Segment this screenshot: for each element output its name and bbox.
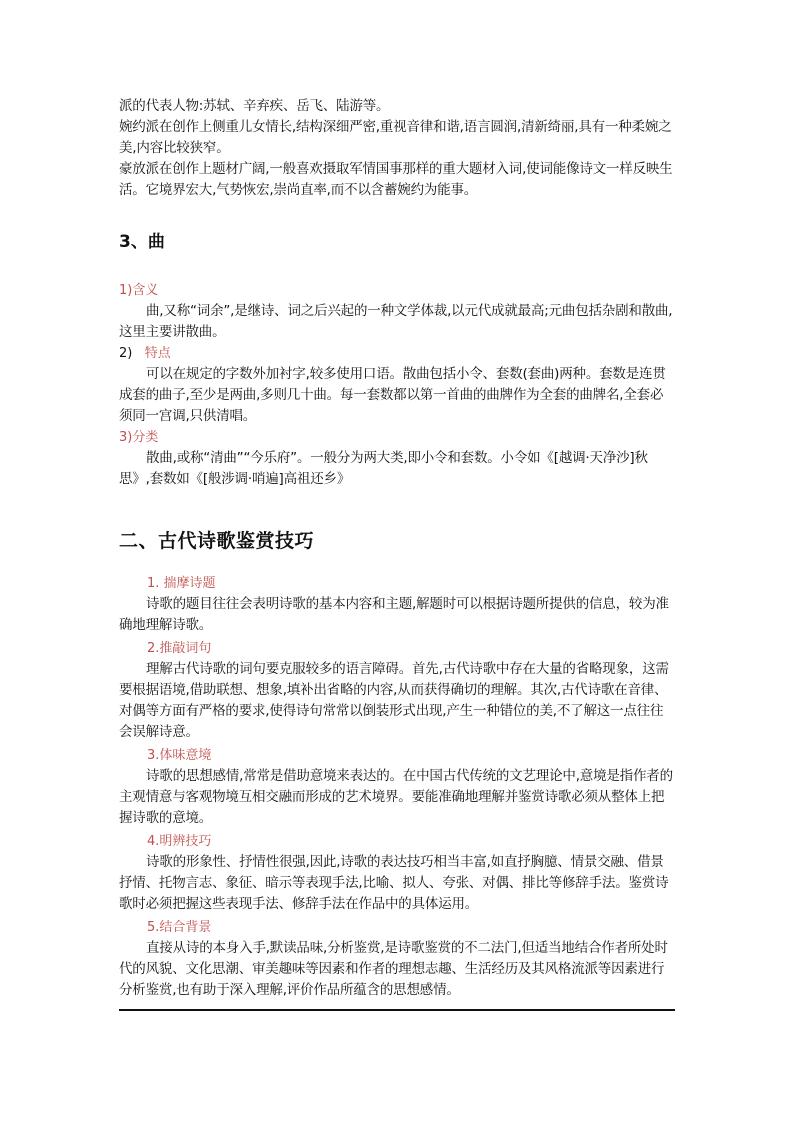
technique-text: 诗歌的题目往往会表明诗歌的基本内容和主题,解题时可以根据诗题所提供的信息，较为准确地理解诗歌。 (119, 596, 669, 633)
technique-text: 诗歌的形象性、抒情性很强,因此,诗歌的表达技巧相当丰富,如直抒胸臆、情景交融、借景抒情、托物言志、象征、暗示等表现手法,比喻、拟人、夸张、对偶、排比等修辞手法。鉴赏诗歌时必须把握这些表现手法、修辞手法在作品中的具体运用。 (119, 854, 669, 912)
technique-text: 理解古代诗歌的词句要克服较多的语言障碍。首先,古代诗歌中存在大量的省略现象，这需要根据语境,借助联想、想象,填补出省略的内容,从而获得确切的理解。其次,古代诗歌在音律、对偶等方面有严格的要求,使得诗句常常以倒装形式出现,产生一种错位的美,不了解这一点往往会误解诗意。 (119, 661, 669, 740)
document-page (119, 96, 675, 1011)
technique-text: 直接从诗的本身入手,默读品味,分析鉴赏,是诗歌鉴赏的不二法门,但适当地结合作者所处时代的风貌、文化思潮、审美趣味等因素和作者的理想志趣、生活经历及其风格流派等因素进行分析鉴赏,也有助于深入理解,评价作品所蕴含的思想感情。 (119, 940, 668, 998)
technique-list (119, 573, 675, 1001)
technique-title: 1. 揣摩诗题 (147, 576, 216, 591)
sub-label-meaning: 1)含义 (119, 283, 159, 298)
sub-label-features-number: 2) (119, 346, 133, 361)
sub-label-classification: 3)分类 (119, 430, 159, 445)
technique-title: 4.明辨技巧 (147, 834, 212, 849)
intro-line-3: 豪放派在创作上题材广阔,一般喜欢摄取军情国事那样的重大题材入词,使词能像诗文一样反映生活。它境界宏大,气势恢宏,崇尚直率,而不以含蓄婉约为能事。 (119, 161, 673, 198)
technique-title: 3.体味意境 (147, 748, 212, 763)
technique-title: 5.结合背景 (147, 920, 212, 935)
paragraph-meaning: 曲,又称“词余”,是继诗、词之后兴起的一种文学体裁,以元代成就最高;元曲包括杂剧和散曲,这里主要讲散曲。 (119, 303, 673, 340)
intro-line-2: 婉约派在创作上侧重儿女情长,结构深细严密,重视音律和谐,语言圆润,清新绮丽,具有一种柔婉之美,内容比较狭窄。 (119, 119, 672, 156)
sub-label-features (119, 343, 675, 364)
section-heading-appreciation: 二、古代诗歌鉴赏技巧 (119, 530, 315, 552)
bottom-rule (119, 1009, 675, 1011)
intro-line-1: 派的代表人物:苏轼、辛弃疾、岳飞、陆游等。 (119, 98, 390, 114)
sub-label-features-text: 特点 (144, 346, 171, 361)
section-heading-qu: 3、曲 (119, 232, 165, 252)
paragraph-classification: 散曲,或称“清曲”“今乐府”。一般分为两大类,即小令和套数。小令如《[越调·天净沙]秋思》,套数如《[般涉调·哨遍]高祖还乡》 (119, 450, 648, 487)
technique-title: 2.推敲词句 (147, 641, 212, 656)
paragraph-features: 可以在规定的字数外加衬字,较多使用口语。散曲包括小令、套数(套曲)两种。套数是连贯成套的曲子,至少是两曲,多则几十曲。每一套数都以第一首曲的曲牌作为全套的曲牌名,全套必须同一宫调,只供清唱。 (119, 366, 666, 424)
technique-text: 诗歌的思想感情,常常是借助意境来表达的。在中国古代传统的文艺理论中,意境是指作者的主观情意与客观物境互相交融而形成的艺术境界。要能准确地理解并鉴赏诗歌必须从整体上把握诗歌的意境。 (119, 768, 673, 826)
